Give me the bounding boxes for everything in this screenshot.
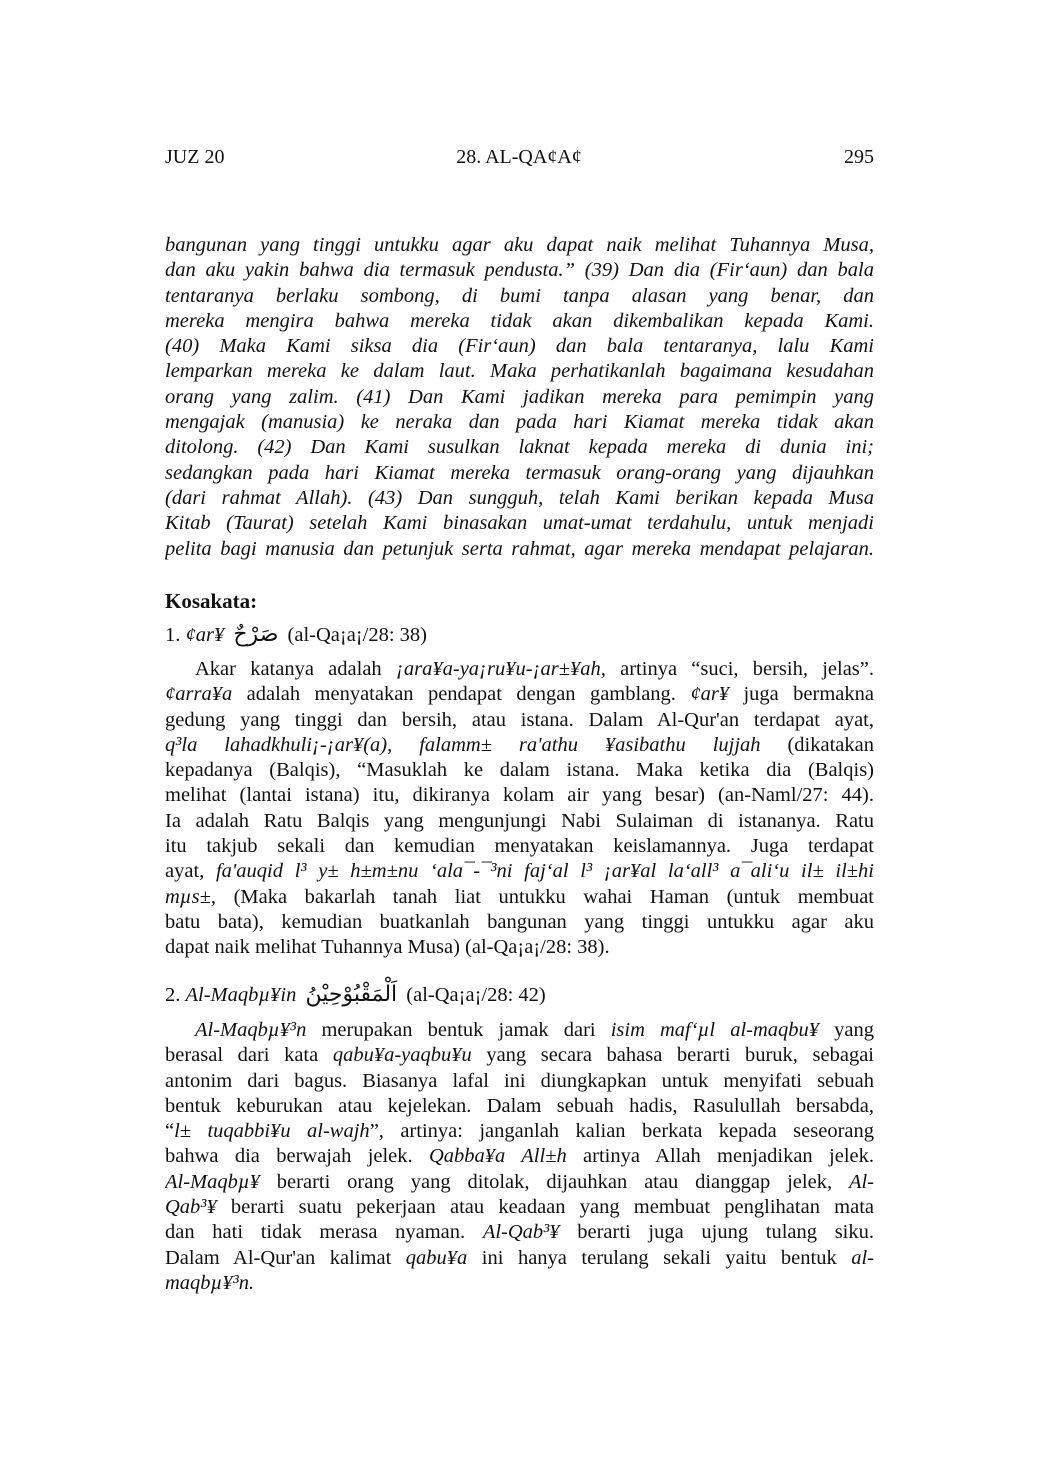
text-line — [165, 783, 874, 808]
text-line — [165, 1195, 874, 1220]
text-line — [165, 1220, 874, 1245]
text-line — [165, 334, 874, 359]
text-line — [165, 859, 874, 884]
text-line — [165, 258, 874, 283]
text-line — [165, 682, 874, 707]
text-line — [165, 486, 874, 511]
text: batu bata), kemudian buatkanlah bangunan yang tinggi untukku agar aku — [165, 910, 874, 933]
italic-text: isim maf‘µl al-maqbu¥ — [610, 1019, 820, 1041]
text: (dikatakan — [760, 733, 874, 756]
text-line — [165, 284, 874, 309]
text: bahwa dia berwajah jelek. — [165, 1145, 429, 1168]
text-line — [165, 1018, 874, 1043]
vocab-arabic: اَلْمَقْبُوْحِيْنُ — [305, 982, 398, 1007]
vocab-term: ¢ar¥ — [185, 624, 225, 646]
text: berarti suatu pekerjaan atau keadaan yang membuat penglihatan mata — [216, 1196, 874, 1219]
text: dan hati tidak merasa nyaman. — [165, 1221, 483, 1244]
text-line — [165, 708, 874, 733]
text-line — [165, 537, 874, 562]
italic-text: lemparkan mereka ke dalam laut. Maka perhatikanlah bagaimana kesudahan — [165, 360, 874, 383]
italic-text: orang yang zalim. (41) Dan Kami jadikan mereka para pemimpin yang — [165, 385, 874, 408]
italic-text: ¡ara¥a-ya¡ru¥u-¡ar±¥ah, — [395, 658, 606, 680]
text: adalah menyatakan pendapat dengan gamblang. — [232, 683, 691, 706]
text-line — [165, 511, 874, 536]
text: gedung yang tinggi dan bersih, atau istana. Dalam Al-Qur'an terdapat ayat, — [165, 708, 874, 731]
text: kepadanya (Balqis), “Masuklah ke dalam istana. Maka ketika dia (Balqis) — [165, 759, 874, 782]
italic-text: Qabba¥a All±h — [429, 1145, 567, 1168]
translation-paragraph — [165, 233, 874, 562]
italic-text: (dari rahmat Allah). (43) Dan sungguh, telah Kami berikan kepada Musa — [165, 486, 874, 509]
text: juga bermakna — [729, 683, 874, 706]
italic-text: mengajak (manusia) ke neraka dan pada hari Kiamat mereka tidak akan — [165, 411, 874, 434]
italic-text: Al- — [848, 1170, 874, 1193]
italic-text: tentaranya berlaku sombong, di bumi tanpa alasan yang benar, dan — [165, 284, 874, 307]
vocab-reference: (al-Qa¡a¡/28: 42) — [406, 984, 546, 1006]
text: ayat, — [165, 860, 216, 883]
text-line — [165, 1246, 874, 1271]
text-line — [165, 834, 874, 859]
italic-text: ¢ar¥ — [690, 683, 730, 706]
text-line — [165, 758, 874, 783]
page-number: 295 — [844, 146, 874, 168]
italic-text: mereka mengira bahwa mereka tidak akan dikembalikan kepada Kami. — [165, 309, 874, 332]
vocab-reference: (al-Qa¡a¡/28: 38) — [287, 624, 427, 646]
text: yang secara bahasa berarti buruk, sebagai — [471, 1044, 874, 1067]
text-line — [165, 410, 874, 435]
italic-text: ditolong. (42) Dan Kami susulkan laknat kepada mereka di dunia ini; — [165, 436, 874, 459]
text: itu takjub sekali dan kemudian menyatakan keislamannya. Juga terdapat — [165, 835, 874, 858]
italic-text: qabu¥a — [405, 1246, 468, 1269]
text: ”, artinya: janganlah kalian berkata kepada seseorang — [369, 1120, 874, 1143]
italic-text: maqbµ¥³n. — [165, 1271, 255, 1294]
text: berarti orang yang ditolak, dijauhkan atau dianggap jelek, — [259, 1170, 849, 1193]
text-line — [165, 309, 874, 334]
italic-text: fa'auqid l³ y± h±m±nu ‘ala¯-¯³ni faj‘al l³ ¡ar¥al la‘all³ a¯ali‘u il± il±hi — [215, 860, 874, 883]
italic-text: mµs±, — [165, 885, 216, 908]
text-line — [165, 1069, 874, 1094]
vocab-arabic: صَرْحٌ — [233, 622, 279, 647]
text: antonim dari bagus. Biasanya lafal ini diungkapkan untuk menyifati sebuah — [165, 1069, 874, 1092]
text-line — [165, 1094, 874, 1119]
text-line — [165, 809, 874, 834]
italic-text: qabu¥a-yaqbu¥u — [332, 1044, 472, 1067]
italic-text: sedangkan pada hari Kiamat mereka termasuk orang-orang yang dijauhkan — [165, 461, 874, 484]
text-line — [165, 359, 874, 384]
vocab-term: Al-Maqbµ¥in — [185, 984, 297, 1006]
text-line — [165, 1144, 874, 1169]
text-line — [165, 885, 874, 910]
text: (Maka bakarlah tanah liat untukku wahai Haman (untuk membuat — [215, 885, 874, 908]
text-line — [165, 1170, 874, 1195]
text-line — [165, 435, 874, 460]
text-line — [165, 385, 874, 410]
vocab-item-2-title — [165, 982, 546, 1007]
text-line — [165, 233, 874, 258]
vocab-item-1-title — [165, 622, 427, 647]
italic-text: (40) Maka Kami siksa dia (Fir‘aun) dan bala tentaranya, lalu Kami — [165, 335, 874, 358]
italic-text: Kitab (Taurat) setelah Kami binasakan umat-umat terdahulu, untuk menjadi — [165, 512, 874, 535]
text: merupakan bentuk jamak dari — [306, 1019, 611, 1041]
italic-text: Al-Maqbµ¥³n — [195, 1019, 307, 1041]
italic-text: bangunan yang tinggi untukku agar aku dapat naik melihat Tuhannya Musa, — [165, 234, 874, 256]
text: Dalam Al-Qur'an kalimat — [165, 1246, 406, 1269]
text-line — [165, 1271, 874, 1296]
text: artinya “suci, bersih, jelas”. — [605, 658, 874, 680]
text-line — [165, 461, 874, 486]
text: melihat (lantai istana) itu, dikiranya kolam air yang besar) (an-Naml/27: 44). — [165, 784, 874, 807]
text-line — [165, 910, 874, 935]
text-line — [165, 733, 874, 758]
italic-text: dan aku yakin bahwa dia termasuk pendusta.” (39) Dan dia (Fir‘aun) dan bala — [165, 259, 874, 282]
text: ini hanya terulang sekali yaitu bentuk — [467, 1246, 852, 1269]
vocab-number: 2. — [165, 984, 181, 1006]
italic-text: al- — [851, 1246, 874, 1269]
text: “ — [165, 1120, 175, 1143]
running-header-chapter: 28. AL-QA¢A¢ — [456, 146, 582, 168]
kosakata-heading: Kosakata: — [165, 589, 258, 613]
text: bentuk keburukan atau kejelekan. Dalam sebuah hadis, Rasulullah bersabda, — [165, 1094, 874, 1117]
vocab-item-2-paragraph — [165, 1018, 874, 1296]
text: dapat naik melihat Tuhannya Musa) (al-Qa¡a¡/28: 38). — [165, 936, 610, 959]
text-line — [165, 657, 874, 682]
italic-text: pelita bagi manusia dan petunjuk serta rahmat, agar mereka mendapat pelajaran. — [165, 537, 874, 560]
text-line — [165, 935, 874, 960]
italic-text: Al-Qab³¥ — [482, 1221, 560, 1244]
italic-text: q³la lahadkhuli¡-¡ar¥(a), falamm± ra'athu ¥asibathu lujjah — [165, 733, 761, 756]
text: berarti juga ujung tulang siku. — [559, 1221, 874, 1244]
text-line — [165, 1043, 874, 1068]
vocab-item-1-paragraph — [165, 657, 874, 961]
running-header-juz: JUZ 20 — [165, 146, 225, 168]
text-line — [165, 1119, 874, 1144]
text: yang — [819, 1019, 874, 1041]
text: Akar katanya adalah — [195, 658, 396, 680]
italic-text: l± tuqabbi¥u al-wajh — [174, 1120, 370, 1143]
text: berasal dari kata — [165, 1044, 333, 1067]
text: artinya Allah menjadikan jelek. — [566, 1145, 874, 1168]
italic-text: Qab³¥ — [165, 1196, 217, 1219]
text: Ia adalah Ratu Balqis yang mengunjungi Nabi Sulaiman di istananya. Ratu — [165, 809, 874, 832]
italic-text: Al-Maqbµ¥ — [165, 1170, 260, 1193]
vocab-number: 1. — [165, 624, 181, 646]
italic-text: ¢arra¥a — [165, 683, 233, 706]
